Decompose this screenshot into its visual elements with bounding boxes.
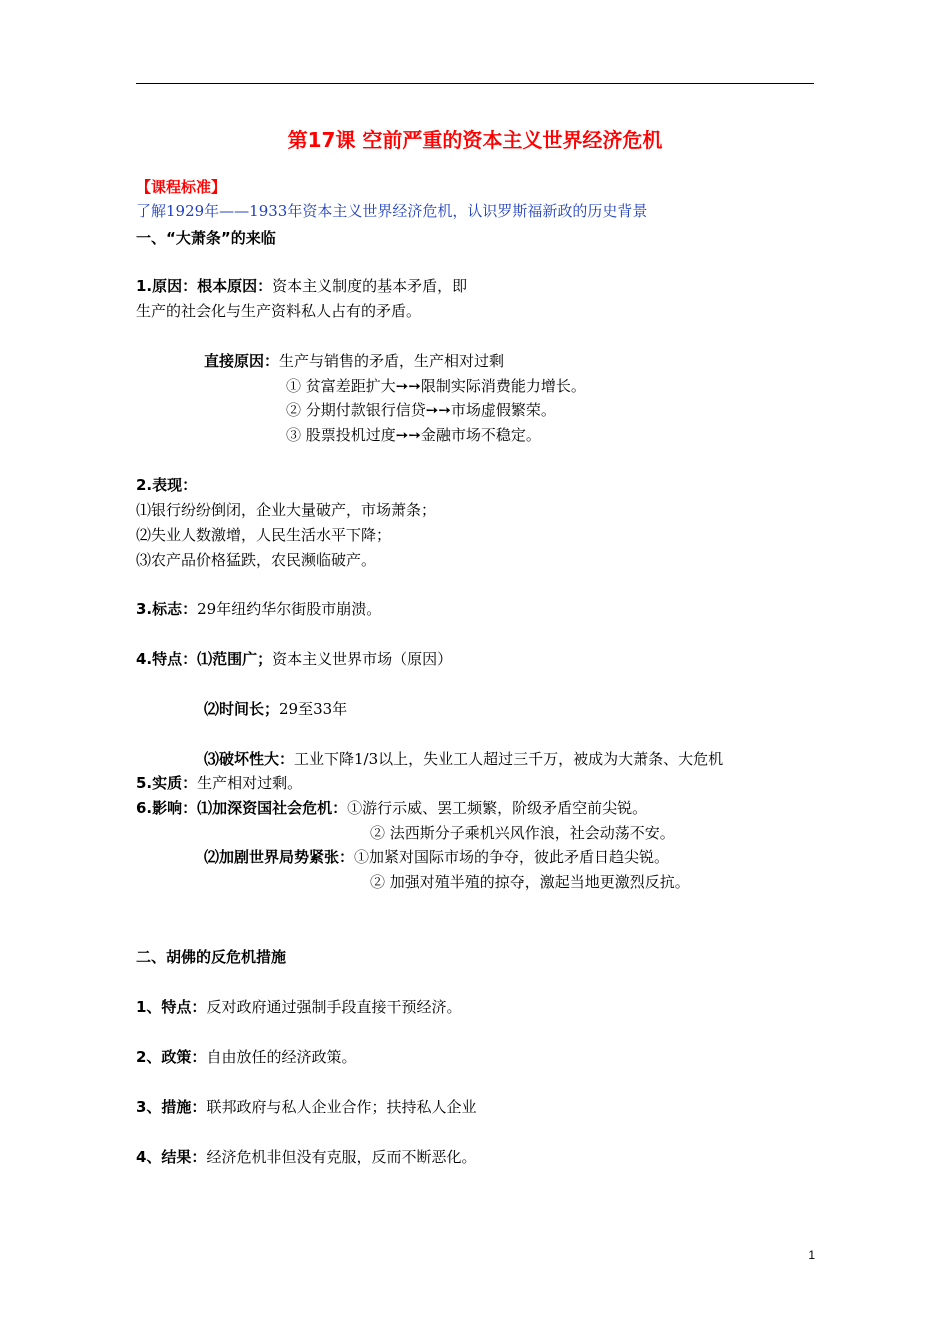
hoover-item — [136, 997, 461, 1017]
impact1-b: ② 法西斯分子乘机兴风作浪，社会动荡不安。 — [370, 824, 675, 842]
sign-label: 3.标志： — [136, 600, 198, 618]
essence-line — [136, 773, 302, 793]
standard-text: 了解1929年——1933年资本主义世界经济危机，认识罗斯福新政的历史背景 — [136, 202, 648, 220]
direct-cause-label: 直接原因： — [204, 352, 280, 370]
hoover-item-text: 联邦政府与私人企业合作；扶持私人企业 — [206, 1098, 477, 1116]
hoover-item-text: 自由放任的经济政策。 — [206, 1048, 357, 1066]
impact-label: 6.影响： — [136, 799, 198, 817]
manifest-label: 2.表现： — [136, 476, 198, 494]
feature2-text: 29至33年 — [279, 700, 348, 718]
hoover-item — [136, 1147, 476, 1167]
header-rule — [136, 83, 814, 84]
feature-line-3 — [204, 749, 723, 769]
features-label: 4.特点： — [136, 650, 198, 668]
standard-label: 【课程标准】 — [136, 178, 227, 196]
essence-label: 5.实质： — [136, 774, 198, 792]
cause-label: 1.原因：根本原因： — [136, 277, 273, 295]
hoover-item — [136, 1047, 356, 1067]
hoover-item — [136, 1097, 476, 1117]
sign-text: 29年纽约华尔街股市崩溃。 — [197, 600, 382, 618]
impact-line-2 — [204, 847, 669, 867]
feature1-label: ⑴范围广； — [197, 650, 273, 668]
feature3-label: ⑶破坏性大： — [204, 750, 295, 768]
lesson-title: 第17课 空前严重的资本主义世界经济危机 — [287, 128, 663, 152]
sign-line — [136, 599, 381, 619]
cause-line — [136, 276, 467, 296]
impact1-label: ⑴加深资国社会危机： — [197, 799, 348, 817]
impact2-a: ①加紧对国际市场的争夺，彼此矛盾日趋尖锐。 — [354, 848, 670, 866]
impact-line-1 — [136, 798, 647, 818]
hoover-item-label: 3、措施： — [136, 1098, 207, 1116]
feature3-text: 工业下降1/3以上，失业工人超过三千万，被成为大萧条、大危机 — [294, 750, 724, 768]
hoover-item-label: 1、特点： — [136, 998, 207, 1016]
manifest-item: ⑵失业人数激增，人民生活水平下降； — [136, 526, 392, 544]
direct-cause-item: ① 贫富差距扩大➙➙限制实际消费能力增长。 — [286, 377, 586, 395]
hoover-item-label: 4、结果： — [136, 1148, 207, 1166]
direct-cause-item: ③ 股票投机过度➙➙金融市场不稳定。 — [286, 426, 541, 444]
essence-text: 生产相对过剩。 — [197, 774, 303, 792]
impact1-a: ①游行示威、罢工频繁，阶级矛盾空前尖锐。 — [347, 799, 648, 817]
impact2-label: ⑵加剧世界局势紧张： — [204, 848, 355, 866]
manifest-item: ⑶农产品价格猛跌，农民濒临破产。 — [136, 551, 377, 569]
direct-cause-item: ② 分期付款银行信贷➙➙市场虚假繁荣。 — [286, 401, 556, 419]
direct-cause-line — [204, 351, 504, 371]
feature2-label: ⑵时间长； — [204, 700, 280, 718]
page-number: 1 — [808, 1248, 815, 1262]
hoover-item-text: 经济危机非但没有克服，反而不断恶化。 — [206, 1148, 477, 1166]
impact2-b: ② 加强对殖半殖的掠夺，激起当地更激烈反抗。 — [370, 873, 690, 891]
direct-cause-text: 生产与销售的矛盾，生产相对过剩 — [279, 352, 505, 370]
section1-heading: 一、“大萧条”的来临 — [136, 229, 276, 247]
feature1-text: 资本主义世界市场（原因） — [272, 650, 453, 668]
feature-line-1 — [136, 649, 452, 669]
cause-text2: 生产的社会化与生产资料私人占有的矛盾。 — [136, 302, 422, 320]
cause-text1: 资本主义制度的基本矛盾，即 — [272, 277, 468, 295]
section2-heading: 二、胡佛的反危机措施 — [136, 948, 287, 966]
manifest-item: ⑴银行纷纷倒闭，企业大量破产，市场萧条； — [136, 501, 437, 519]
feature-line-2 — [204, 699, 347, 719]
hoover-item-label: 2、政策： — [136, 1048, 207, 1066]
hoover-item-text: 反对政府通过强制手段直接干预经济。 — [206, 998, 462, 1016]
